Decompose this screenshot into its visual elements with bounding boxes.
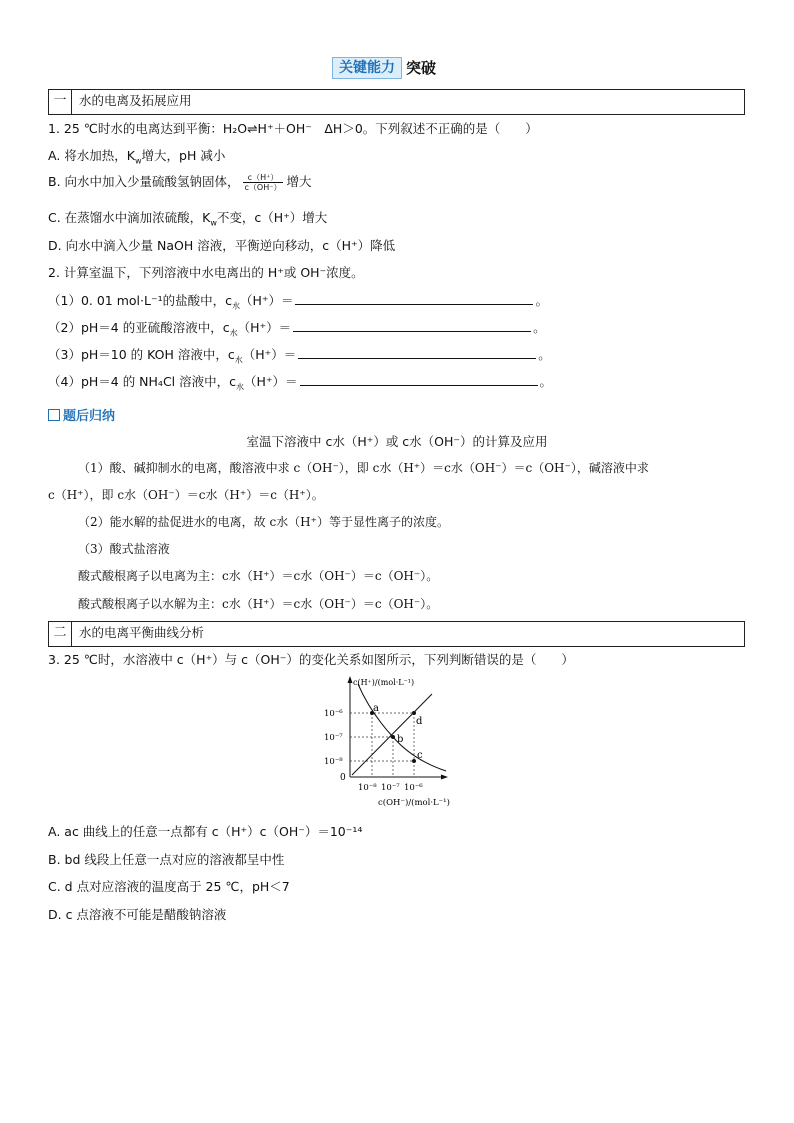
question-3-stem: 3. 25 ℃时，水溶液中 c（H⁺）与 c（OH⁻）的变化关系如图所示，下列判断错误的是（ ） <box>48 652 574 667</box>
x-tick-7: 10⁻⁷ <box>381 783 400 793</box>
q3-option-d: D. c 点溶液不可能是醋酸钠溶液 <box>48 907 227 922</box>
answer-blank[interactable] <box>300 374 538 386</box>
point-d <box>412 711 416 715</box>
q2-item-end: 。 <box>538 347 551 362</box>
x-tick-6: 10⁻⁶ <box>404 783 423 793</box>
q2-item-end: 。 <box>535 293 548 308</box>
section-header-2 <box>48 621 745 647</box>
kw-subscript: w <box>134 156 142 166</box>
kw-subscript: w <box>210 218 217 228</box>
tip-line-1: （1）酸、碱抑制水的电离，酸溶液中求 c（OH⁻），即 c水（H⁺）＝c水（OH⁻）＝c（OH⁻），碱溶液中求 <box>78 461 649 475</box>
tip-heading <box>48 405 115 424</box>
point-c <box>412 759 416 763</box>
q2-item-eq: （H⁺）＝ <box>242 347 297 362</box>
q2-item-end: 。 <box>533 320 546 335</box>
q2-item-3 <box>48 345 551 366</box>
q1-option-c <box>48 208 327 228</box>
water-subscript: 水 <box>231 301 240 311</box>
y-axis-arrow <box>348 676 353 683</box>
y-tick-8: 10⁻⁸ <box>324 757 343 767</box>
tip-heading-text: 题后归纳 <box>63 409 116 424</box>
point-b <box>391 735 395 739</box>
q3-option-b: B. bd 线段上任意一点对应的溶液都呈中性 <box>48 852 285 867</box>
answer-blank[interactable] <box>298 347 536 359</box>
q1-option-a-post: 增大，pH 减小 <box>141 148 226 163</box>
q2-item-4 <box>48 372 552 393</box>
heading-rest: 突破 <box>406 59 437 77</box>
q1-option-d: D. 向水中滴入少量 NaOH 溶液，平衡逆向移动，c（H⁺）降低 <box>48 238 396 253</box>
q2-item-eq: （H⁺）＝ <box>237 320 292 335</box>
section-title: 水的电离平衡曲线分析 <box>79 625 205 640</box>
q2-item-text: （4）pH＝4 的 NH₄Cl 溶液中，c <box>48 374 236 389</box>
page-heading <box>332 57 436 79</box>
checkbox-icon <box>48 409 60 421</box>
origin-label: 0 <box>340 773 346 783</box>
q3-option-c: C. d 点对应溶液的温度高于 25 ℃，pH＜7 <box>48 879 290 894</box>
x-tick-8: 10⁻⁸ <box>358 783 377 793</box>
ion-product-curve <box>358 684 446 771</box>
x-axis-label: c(OH⁻)/(mol·L⁻¹) <box>378 798 450 808</box>
fraction-numerator: c（H⁺） <box>243 173 284 183</box>
y-tick-7: 10⁻⁷ <box>324 733 343 743</box>
q2-item-eq: （H⁺）＝ <box>244 374 298 389</box>
q2-item-end: 。 <box>539 374 553 389</box>
q1-option-b-post: 增大 <box>286 174 312 189</box>
neutral-line <box>352 694 432 775</box>
point-label-c: c <box>417 750 423 761</box>
q2-item-1 <box>48 291 548 312</box>
q2-item-eq: （H⁺）＝ <box>239 293 294 308</box>
q1-option-b-pre: B. 向水中加入少量硫酸氢钠固体， <box>48 174 240 189</box>
q1-option-c-post: 不变，c（H⁺）增大 <box>216 210 328 225</box>
water-subscript: 水 <box>234 355 243 365</box>
water-subscript: 水 <box>229 328 238 338</box>
q2-item-text: （2）pH＝4 的亚硫酸溶液中，c <box>48 320 230 335</box>
fraction <box>243 173 284 192</box>
ion-product-figure <box>318 672 478 812</box>
q1-option-c-pre: C. 在蒸馏水中滴加浓硫酸，K <box>48 210 211 225</box>
y-axis-label: c(H⁺)/(mol·L⁻¹) <box>353 678 415 687</box>
heading-badge: 关键能力 <box>332 57 402 79</box>
q1-option-b <box>48 172 311 192</box>
question-1-stem: 1. 25 ℃时水的电离达到平衡：H₂O⇌H⁺＋OH⁻ ΔH＞0。下列叙述不正确的是（ ） <box>48 121 538 136</box>
q2-item-2 <box>48 318 546 339</box>
tip-line-5: 酸式酸根离子以电离为主：c水（H⁺）＝c水（OH⁻）＝c（OH⁻）。 <box>78 569 439 583</box>
q2-item-text: （1）0. 01 mol·L⁻¹的盐酸中，c <box>48 293 232 308</box>
x-axis-arrow <box>441 775 448 780</box>
q2-item-text: （3）pH＝10 的 KOH 溶液中，c <box>48 347 235 362</box>
tip-line-2: c（H⁺），即 c水（OH⁻）＝c水（H⁺）＝c（H⁺）。 <box>48 488 324 502</box>
y-tick-6: 10⁻⁶ <box>324 709 343 719</box>
water-subscript: 水 <box>236 382 244 392</box>
q3-option-a: A. ac 曲线上的任意一点都有 c（H⁺）c（OH⁻）＝10⁻¹⁴ <box>48 824 363 839</box>
q1-option-a <box>48 146 225 166</box>
tip-line-4: （3）酸式盐溶液 <box>78 542 170 556</box>
section-number: 一 <box>49 90 72 114</box>
section-title: 水的电离及拓展应用 <box>79 93 192 108</box>
point-label-a: a <box>373 703 379 714</box>
tip-center-title: 室温下溶液中 c水（H⁺）或 c水（OH⁻）的计算及应用 <box>246 434 548 449</box>
q1-option-a-pre: A. 将水加热，K <box>48 148 135 163</box>
section-header-1 <box>48 89 745 115</box>
tip-line-6: 酸式酸根离子以水解为主：c水（H⁺）＝c水（OH⁻）＝c（OH⁻）。 <box>78 597 439 611</box>
answer-blank[interactable] <box>293 320 531 332</box>
question-2-stem: 2. 计算室温下，下列溶液中水电离出的 H⁺或 OH⁻浓度。 <box>48 265 364 280</box>
section-number: 二 <box>49 622 72 646</box>
point-label-d: d <box>416 716 423 727</box>
fraction-denominator: c（OH⁻） <box>244 183 282 192</box>
point-label-b: b <box>397 734 404 745</box>
tip-line-3: （2）能水解的盐促进水的电离，故 c水（H⁺）等于显性离子的浓度。 <box>78 515 449 529</box>
answer-blank[interactable] <box>295 293 533 305</box>
